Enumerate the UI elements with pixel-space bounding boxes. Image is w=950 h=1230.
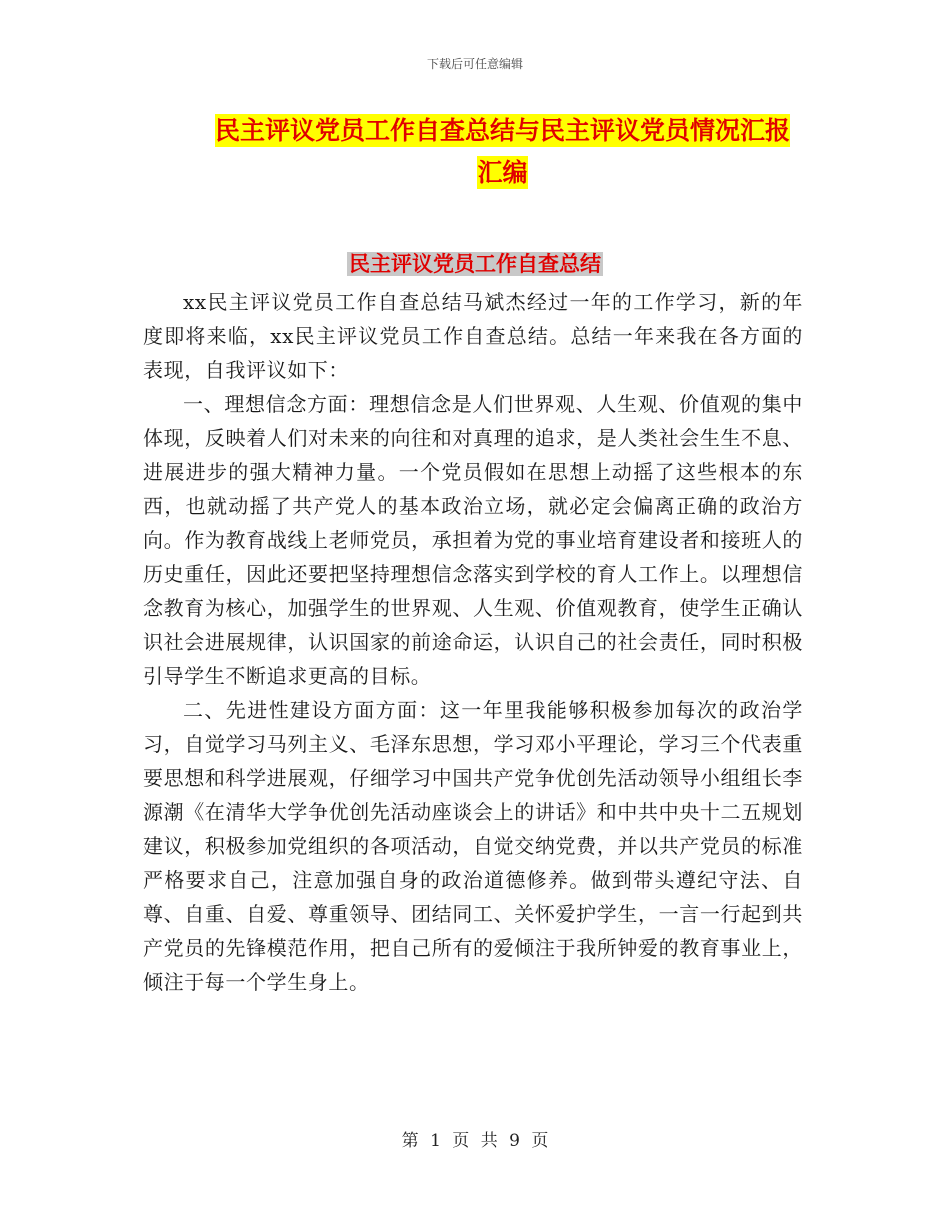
paragraph-intro: xx民主评议党员工作自查总结马斌杰经过一年的工作学习，新的年度即将来临，xx民主评议党员工作自查总结。总结一年来我在各方面的表现，自我评议如下：: [143, 290, 803, 382]
document-title-line-1: 民主评议党员工作自查总结与民主评议党员情况汇报: [214, 116, 790, 145]
body-text: [143, 285, 803, 999]
document-title-line-2: 汇编: [477, 158, 528, 187]
page-footer: 第 1 页 共 9 页: [401, 1131, 549, 1151]
paragraph-advanced-nature: 二、先进性建设方面方面：这一年里我能够积极参加每次的政治学习，自觉学习马列主义、毛泽东思想，学习邓小平理论，学习三个代表重要思想和科学进展观，仔细学习中国共产党争优创先活动领导小组组长李源潮《在清华大学争优创先活动座谈会上的讲话》和中共中央十二五规划建议，积极参加党组织的各项活动，自觉交纳党费，并以共产党员的标准严格要求自己，注意加强自身的政治道德修养。做到带头遵纪守法、自尊、自重、自爱、尊重领导、团结同工、关怀爱护学生，一言一行起到共产党员的先锋模范作用，把自己所有的爱倾注于我所钟爱的教育事业上，倾注于每一个学生身上。: [143, 698, 803, 994]
section-title: [0, 248, 950, 278]
header-note: 下载后可任意编辑: [426, 57, 523, 71]
paragraph-ideals: 一、理想信念方面：理想信念是人们世界观、人生观、价值观的集中体现，反映着人们对未来的向往和对真理的追求，是人类社会生生不息、进展进步的强大精神力量。一个党员假如在思想上动摇了这些根本的东西，也就动摇了共产党人的基本政治立场，就必定会偏离正确的政治方向。作为教育战线上老师党员，承担着为党的事业培育建设者和接班人的历史重任，因此还要把坚持理想信念落实到学校的育人工作上。以理想信念教育为核心，加强学生的世界观、人生观、价值观教育，使学生正确认识社会进展规律，认识国家的前途命运，认识自己的社会责任，同时积极引导学生不断追求更高的目标。: [143, 392, 803, 688]
section-title-text: 民主评议党员工作自查总结: [349, 252, 601, 276]
document-title: [195, 110, 810, 194]
